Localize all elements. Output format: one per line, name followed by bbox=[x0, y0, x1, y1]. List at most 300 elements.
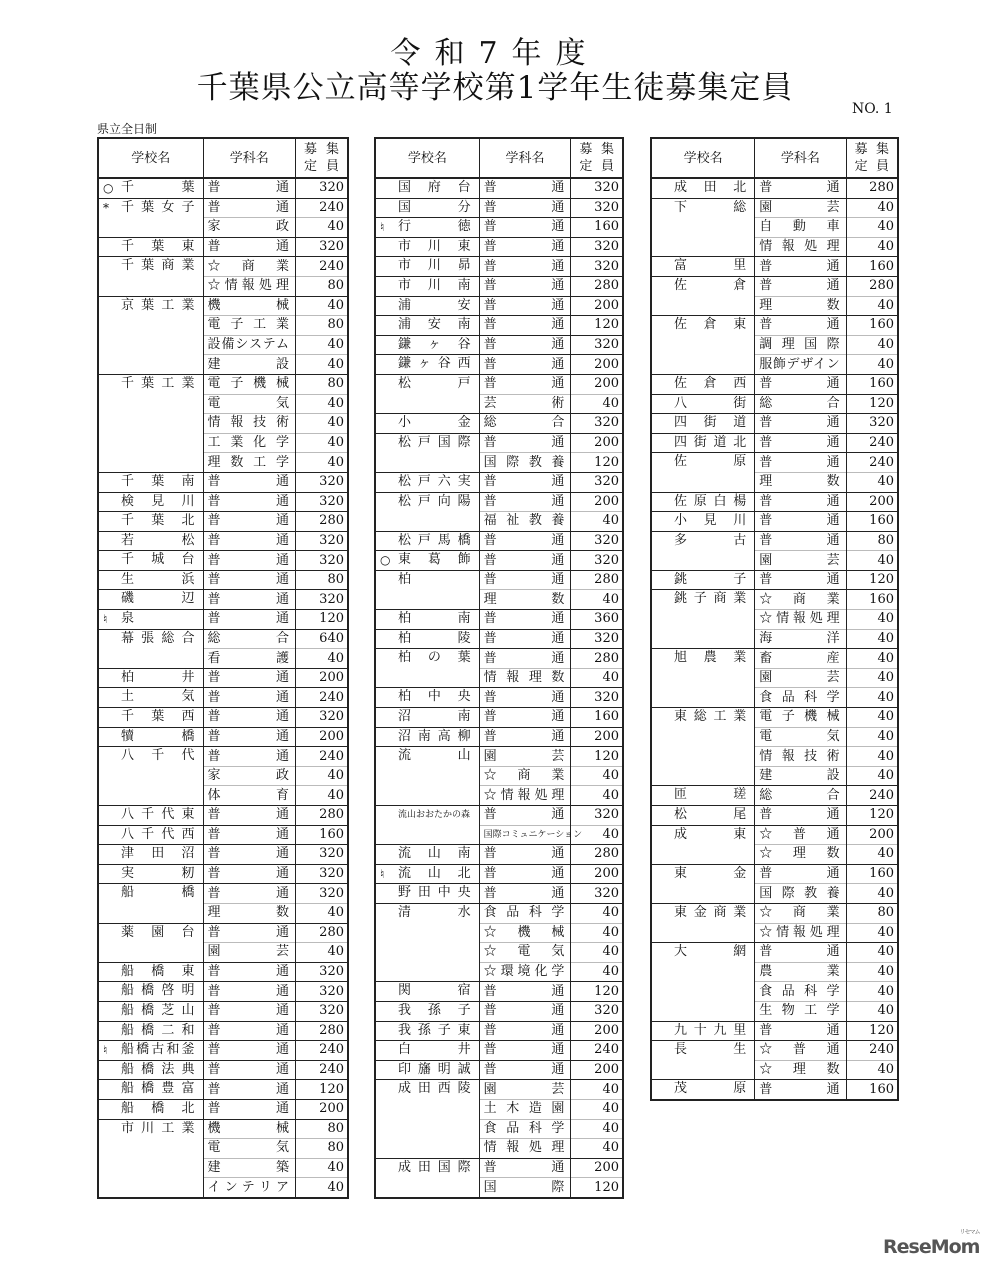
school-cell bbox=[98, 551, 203, 571]
capacity-cell: 200 bbox=[571, 296, 623, 316]
school-cell bbox=[375, 610, 479, 630]
dept-cell bbox=[479, 688, 571, 708]
dept-name: 生物工学 bbox=[759, 1003, 840, 1019]
school-name: 松戸六実 bbox=[398, 473, 471, 489]
table-row bbox=[651, 492, 898, 512]
dept-name: 普通 bbox=[483, 199, 565, 215]
capacity-cell: 320 bbox=[571, 414, 623, 434]
dept-name: 農業 bbox=[759, 964, 840, 980]
dept-name: 情報処理 bbox=[483, 1140, 565, 1156]
capacity-cell: 40 bbox=[846, 884, 898, 904]
school-name: 行徳 bbox=[398, 219, 471, 235]
capacity-cell: 280 bbox=[571, 845, 623, 865]
school-cell bbox=[375, 708, 479, 728]
capacity-cell: 160 bbox=[846, 512, 898, 532]
dept-name: 普通 bbox=[759, 1081, 840, 1097]
school-name: 東金 bbox=[674, 865, 747, 881]
capacity-cell: 320 bbox=[571, 688, 623, 708]
school-name: 泉 bbox=[121, 611, 135, 627]
dept-cell bbox=[755, 394, 846, 414]
school-cell bbox=[375, 433, 479, 472]
table-row bbox=[375, 178, 623, 198]
dept-name: 普通 bbox=[207, 709, 289, 725]
dept-cell bbox=[479, 1021, 571, 1041]
capacity-cell: 80 bbox=[846, 903, 898, 923]
school-header: 学校名 bbox=[375, 138, 479, 178]
school-name: 流山北 bbox=[398, 865, 471, 881]
school-name: 長生 bbox=[674, 1042, 747, 1058]
dept-cell bbox=[203, 747, 296, 767]
dept-cell bbox=[479, 551, 571, 571]
capacity-cell: 200 bbox=[571, 1060, 623, 1080]
table-row bbox=[375, 747, 623, 767]
capacity-cell: 40 bbox=[846, 218, 898, 238]
table-row bbox=[375, 708, 623, 728]
dept-name: 普通 bbox=[759, 1022, 840, 1038]
capacity-cell: 160 bbox=[571, 218, 623, 238]
school-name: 旭農業 bbox=[674, 650, 747, 666]
dept-cell bbox=[755, 708, 846, 728]
dept-name: 電気 bbox=[207, 1140, 289, 1156]
school-name: 船橋芝山 bbox=[121, 1002, 195, 1018]
dept-cell bbox=[479, 668, 571, 688]
school-name: 佐倉西 bbox=[674, 375, 747, 391]
dept-name: 普通 bbox=[207, 1022, 289, 1038]
school-name: 船橋北 bbox=[121, 1100, 195, 1116]
dept-name: 芸術 bbox=[483, 395, 565, 411]
dept-cell bbox=[203, 374, 296, 394]
capacity-cell: 320 bbox=[296, 845, 349, 865]
school-cell bbox=[98, 257, 203, 296]
school-name: 流山 bbox=[398, 748, 471, 764]
dept-name: 普通 bbox=[207, 1081, 289, 1097]
dept-cell bbox=[479, 903, 571, 923]
capacity-cell: 160 bbox=[846, 374, 898, 394]
table-row bbox=[651, 786, 898, 806]
dept-cell bbox=[479, 1080, 571, 1100]
capacity-cell: 160 bbox=[846, 257, 898, 277]
dept-cell bbox=[755, 982, 846, 1002]
capacity-cell: 40 bbox=[571, 766, 623, 786]
dept-name: ☆情報処理 bbox=[759, 924, 840, 940]
dept-cell bbox=[755, 237, 846, 257]
table-row bbox=[375, 688, 623, 708]
school-cell bbox=[651, 433, 755, 453]
capacity-cell: 280 bbox=[571, 276, 623, 296]
capacity-cell: 240 bbox=[571, 1041, 623, 1061]
dept-name: 電子機械 bbox=[759, 709, 840, 725]
dept-cell bbox=[755, 923, 846, 943]
school-cell bbox=[375, 747, 479, 806]
school-cell bbox=[375, 1001, 479, 1021]
dept-cell bbox=[203, 884, 296, 904]
page-number: NO. 1 bbox=[852, 101, 893, 117]
dept-cell bbox=[479, 610, 571, 630]
table-row bbox=[375, 433, 623, 453]
dept-name: ☆商業 bbox=[759, 591, 840, 607]
table-row bbox=[98, 629, 348, 649]
dept-cell bbox=[755, 943, 846, 963]
school-cell bbox=[98, 727, 203, 747]
school-name: 沼南高柳 bbox=[398, 728, 471, 744]
school-cell bbox=[651, 1041, 755, 1080]
dept-cell bbox=[479, 864, 571, 884]
school-name: 船橋 bbox=[121, 885, 195, 901]
dept-name: 普通 bbox=[483, 474, 565, 490]
dept-name: 普通 bbox=[759, 317, 840, 333]
table-row bbox=[375, 531, 623, 551]
dept-cell bbox=[479, 257, 571, 277]
capacity-cell: 40 bbox=[296, 786, 349, 806]
dept-name: 普通 bbox=[483, 493, 565, 509]
table-row bbox=[98, 708, 348, 728]
capacity-header: 募 集 定 員 bbox=[296, 138, 349, 178]
dept-name: ☆情報処理 bbox=[759, 611, 840, 627]
table-row bbox=[651, 864, 898, 884]
school-name: 清水 bbox=[398, 904, 471, 920]
dept-name: 情報処理 bbox=[759, 239, 840, 255]
table-row bbox=[651, 276, 898, 296]
table-row bbox=[375, 1060, 623, 1080]
dept-name: 園芸 bbox=[207, 944, 289, 960]
school-cell bbox=[651, 531, 755, 570]
capacity-cell: 200 bbox=[571, 1158, 623, 1178]
capacity-cell: 280 bbox=[571, 570, 623, 590]
dept-name: 普通 bbox=[483, 1042, 565, 1058]
table-row bbox=[651, 649, 898, 669]
table-row bbox=[375, 551, 623, 571]
dept-name: 普通 bbox=[483, 219, 565, 235]
dept-name: ☆理数 bbox=[759, 1062, 840, 1078]
school-name: 検見川 bbox=[121, 493, 195, 509]
dept-name: 普通 bbox=[207, 807, 289, 823]
school-name: 松戸 bbox=[398, 375, 471, 391]
table-header bbox=[375, 138, 623, 178]
capacity-cell: 40 bbox=[571, 394, 623, 414]
dept-name: 普通 bbox=[483, 709, 565, 725]
table-row bbox=[651, 198, 898, 218]
capacity-cell: 320 bbox=[571, 178, 623, 198]
dept-name: 普通 bbox=[207, 924, 289, 940]
table-row bbox=[375, 472, 623, 492]
dept-name: 普通 bbox=[483, 611, 565, 627]
school-name: 小金 bbox=[398, 415, 471, 431]
school-header: 学校名 bbox=[98, 138, 203, 178]
capacity-cell: 200 bbox=[846, 825, 898, 845]
dept-cell bbox=[755, 864, 846, 884]
dept-cell bbox=[203, 629, 296, 649]
dept-cell bbox=[203, 668, 296, 688]
dept-name: 食品科学 bbox=[759, 689, 840, 705]
dept-cell bbox=[479, 727, 571, 747]
table-row bbox=[98, 747, 348, 767]
dept-cell bbox=[479, 1158, 571, 1178]
dept-name: 食品科学 bbox=[483, 905, 565, 921]
table-row bbox=[98, 492, 348, 512]
capacity-cell: 320 bbox=[571, 531, 623, 551]
school-name: 柏陵 bbox=[398, 630, 471, 646]
school-name: 船橋東 bbox=[121, 963, 195, 979]
dept-cell bbox=[203, 335, 296, 355]
capacity-cell: 40 bbox=[571, 668, 623, 688]
dept-cell bbox=[755, 747, 846, 767]
dept-cell bbox=[755, 1041, 846, 1061]
dept-name: 普通 bbox=[759, 376, 840, 392]
capacity-cell: 320 bbox=[571, 198, 623, 218]
school-name: 千葉西 bbox=[121, 709, 195, 725]
school-cell bbox=[651, 178, 755, 198]
capacity-cell: 80 bbox=[846, 531, 898, 551]
capacity-cell: 320 bbox=[571, 551, 623, 571]
school-name: 四街道北 bbox=[674, 434, 747, 450]
school-mark: ○ bbox=[380, 553, 391, 568]
dept-name: 普通 bbox=[207, 689, 289, 705]
dept-cell bbox=[479, 1001, 571, 1021]
school-cell bbox=[98, 1001, 203, 1021]
dept-cell bbox=[479, 394, 571, 414]
school-name: 成田北 bbox=[674, 180, 747, 195]
dept-name: 普通 bbox=[483, 180, 565, 196]
school-name: 柏南 bbox=[398, 611, 471, 627]
dept-cell bbox=[203, 786, 296, 806]
school-name: 市川工業 bbox=[121, 1120, 195, 1136]
capacity-cell: 320 bbox=[296, 492, 349, 512]
dept-name: ☆商業 bbox=[207, 258, 289, 274]
capacity-cell: 120 bbox=[571, 316, 623, 336]
dept-name: 土木造園 bbox=[483, 1101, 565, 1117]
school-name: 船橋啓明 bbox=[121, 983, 195, 999]
dept-cell bbox=[755, 296, 846, 316]
school-cell bbox=[651, 1080, 755, 1100]
capacity-cell: 200 bbox=[571, 433, 623, 453]
table-row bbox=[651, 570, 898, 590]
capacity-cell: 80 bbox=[296, 316, 349, 336]
dept-name: 普通 bbox=[207, 199, 289, 215]
dept-cell bbox=[755, 825, 846, 845]
dept-name: ☆電気 bbox=[483, 944, 565, 960]
capacity-cell: 120 bbox=[846, 570, 898, 590]
school-cell bbox=[98, 472, 203, 492]
school-name: 八千代 bbox=[121, 748, 195, 764]
dept-cell bbox=[755, 610, 846, 630]
school-name: 千葉女子 bbox=[121, 199, 195, 215]
capacity-cell: 40 bbox=[296, 335, 349, 355]
dept-cell bbox=[755, 355, 846, 375]
dept-name: 普通 bbox=[207, 572, 289, 588]
table-row bbox=[651, 414, 898, 434]
dept-cell bbox=[203, 551, 296, 571]
school-cell bbox=[651, 257, 755, 277]
dept-cell bbox=[755, 374, 846, 394]
school-name: 白井 bbox=[398, 1042, 471, 1058]
dept-name: 普通 bbox=[759, 513, 840, 529]
capacity-cell: 80 bbox=[296, 1119, 349, 1139]
dept-name: 普通 bbox=[207, 1101, 289, 1117]
table-row bbox=[651, 590, 898, 610]
capacity-cell: 320 bbox=[296, 551, 349, 571]
table-row bbox=[98, 923, 348, 943]
school-name: 磯辺 bbox=[121, 591, 195, 607]
capacity-cell: 40 bbox=[846, 943, 898, 963]
school-cell bbox=[375, 551, 479, 571]
dept-cell bbox=[479, 786, 571, 806]
dept-cell bbox=[755, 1060, 846, 1080]
school-name: 実籾 bbox=[121, 865, 195, 881]
capacity-cell: 200 bbox=[571, 864, 623, 884]
dept-cell bbox=[203, 257, 296, 277]
capacity-cell: 240 bbox=[296, 747, 349, 767]
capacity-cell: 360 bbox=[571, 610, 623, 630]
capacity-cell: 40 bbox=[296, 649, 349, 669]
capacity-cell: 320 bbox=[296, 590, 349, 610]
capacity-cell: 40 bbox=[296, 218, 349, 238]
school-cell bbox=[651, 903, 755, 942]
table-row bbox=[651, 708, 898, 728]
school-name: 犢橋 bbox=[121, 728, 195, 744]
dept-cell bbox=[203, 276, 296, 296]
dept-name: 理数工学 bbox=[207, 454, 289, 470]
school-cell bbox=[98, 570, 203, 590]
school-name: 柏井 bbox=[121, 669, 195, 685]
dept-name: 普通 bbox=[483, 356, 565, 372]
school-name: 船橋二和 bbox=[121, 1022, 195, 1038]
school-name: 下総 bbox=[674, 199, 747, 215]
school-cell bbox=[98, 923, 203, 962]
capacity-cell: 320 bbox=[571, 237, 623, 257]
school-cell bbox=[98, 531, 203, 551]
dept-name: 普通 bbox=[483, 807, 565, 823]
dept-name: 家政 bbox=[207, 219, 289, 235]
school-cell bbox=[98, 825, 203, 845]
dept-cell bbox=[479, 276, 571, 296]
dept-cell bbox=[203, 198, 296, 218]
dept-cell bbox=[755, 335, 846, 355]
school-cell bbox=[98, 1119, 203, 1198]
capacity-cell: 240 bbox=[846, 1041, 898, 1061]
dept-cell bbox=[479, 316, 571, 336]
dept-name: 普通 bbox=[483, 278, 565, 294]
capacity-cell: 240 bbox=[846, 433, 898, 453]
school-cell bbox=[375, 1080, 479, 1158]
capacity-cell: 40 bbox=[846, 962, 898, 982]
dept-name: 総合 bbox=[759, 787, 840, 803]
dept-cell bbox=[755, 766, 846, 786]
dept-name: 普通 bbox=[483, 689, 565, 705]
dept-name: ☆普通 bbox=[759, 1042, 840, 1058]
school-cell bbox=[375, 276, 479, 296]
dept-name: 普通 bbox=[207, 964, 289, 980]
dept-name: 総合 bbox=[759, 395, 840, 411]
dept-cell bbox=[755, 845, 846, 865]
capacity-cell: 320 bbox=[571, 806, 623, 826]
capacity-cell: 40 bbox=[846, 237, 898, 257]
school-cell bbox=[375, 335, 479, 355]
capacity-cell: 80 bbox=[296, 570, 349, 590]
school-cell bbox=[651, 708, 755, 786]
capacity-cell: 40 bbox=[846, 472, 898, 492]
school-cell bbox=[375, 884, 479, 904]
table-row bbox=[98, 1001, 348, 1021]
dept-cell bbox=[203, 453, 296, 473]
dept-name: 情報技術 bbox=[759, 748, 840, 764]
dept-cell bbox=[203, 394, 296, 414]
dept-name: 普通 bbox=[483, 728, 565, 744]
school-cell bbox=[98, 198, 203, 237]
capacity-header: 募 集 定 員 bbox=[571, 138, 623, 178]
dept-cell bbox=[479, 414, 571, 434]
capacity-cell: 120 bbox=[846, 1021, 898, 1041]
capacity-cell: 40 bbox=[846, 1060, 898, 1080]
school-name: 国分 bbox=[398, 199, 471, 215]
capacity-cell: 160 bbox=[846, 1080, 898, 1100]
school-name: 小見川 bbox=[674, 513, 747, 529]
table-row bbox=[98, 472, 348, 492]
dept-cell bbox=[479, 335, 571, 355]
dept-cell bbox=[479, 982, 571, 1002]
dept-name: 園芸 bbox=[483, 748, 565, 764]
dept-cell bbox=[203, 649, 296, 669]
table-row bbox=[375, 1001, 623, 1021]
school-cell bbox=[375, 296, 479, 316]
dept-name: ☆商業 bbox=[483, 768, 565, 784]
school-name: 東葛飾 bbox=[398, 552, 471, 568]
dept-cell bbox=[479, 1119, 571, 1139]
dept-cell bbox=[203, 943, 296, 963]
school-name: 津田沼 bbox=[121, 846, 195, 862]
dept-cell bbox=[203, 512, 296, 532]
school-cell bbox=[375, 237, 479, 257]
capacity-cell: 320 bbox=[296, 1001, 349, 1021]
capacity-cell: 320 bbox=[296, 962, 349, 982]
dept-name: 普通 bbox=[207, 532, 289, 548]
capacity-cell: 40 bbox=[296, 766, 349, 786]
dept-name: 普通 bbox=[759, 258, 840, 274]
dept-name: 普通 bbox=[759, 944, 840, 960]
school-name: 佐倉 bbox=[674, 277, 747, 293]
capacity-cell: 200 bbox=[571, 492, 623, 512]
table-row bbox=[375, 1021, 623, 1041]
table-row bbox=[375, 335, 623, 355]
capacity-cell: 320 bbox=[571, 629, 623, 649]
capacity-cell: 40 bbox=[846, 198, 898, 218]
school-name: 野田中央 bbox=[398, 885, 471, 901]
capacity-cell: 40 bbox=[296, 394, 349, 414]
school-cell bbox=[651, 374, 755, 394]
dept-name: 海洋 bbox=[759, 630, 840, 646]
capacity-cell: 240 bbox=[296, 257, 349, 277]
enrollment-table-3 bbox=[650, 137, 899, 1101]
school-cell bbox=[98, 962, 203, 982]
dept-name: 普通 bbox=[483, 885, 565, 901]
table-row bbox=[651, 433, 898, 453]
dept-cell bbox=[479, 962, 571, 982]
school-cell bbox=[98, 864, 203, 884]
capacity-cell: 40 bbox=[296, 1158, 349, 1178]
dept-name: 普通 bbox=[207, 1003, 289, 1019]
school-cell bbox=[98, 296, 203, 374]
dept-name: 体育 bbox=[207, 787, 289, 803]
school-name: 浦安 bbox=[398, 297, 471, 313]
capacity-cell: 120 bbox=[846, 806, 898, 826]
dept-name: 普通 bbox=[759, 572, 840, 588]
dept-cell bbox=[479, 355, 571, 375]
school-cell bbox=[375, 982, 479, 1002]
school-mark: ♮ bbox=[103, 612, 108, 627]
table-row bbox=[98, 864, 348, 884]
table-row bbox=[375, 414, 623, 434]
dept-name: 機械 bbox=[207, 1120, 289, 1136]
dept-cell bbox=[755, 629, 846, 649]
